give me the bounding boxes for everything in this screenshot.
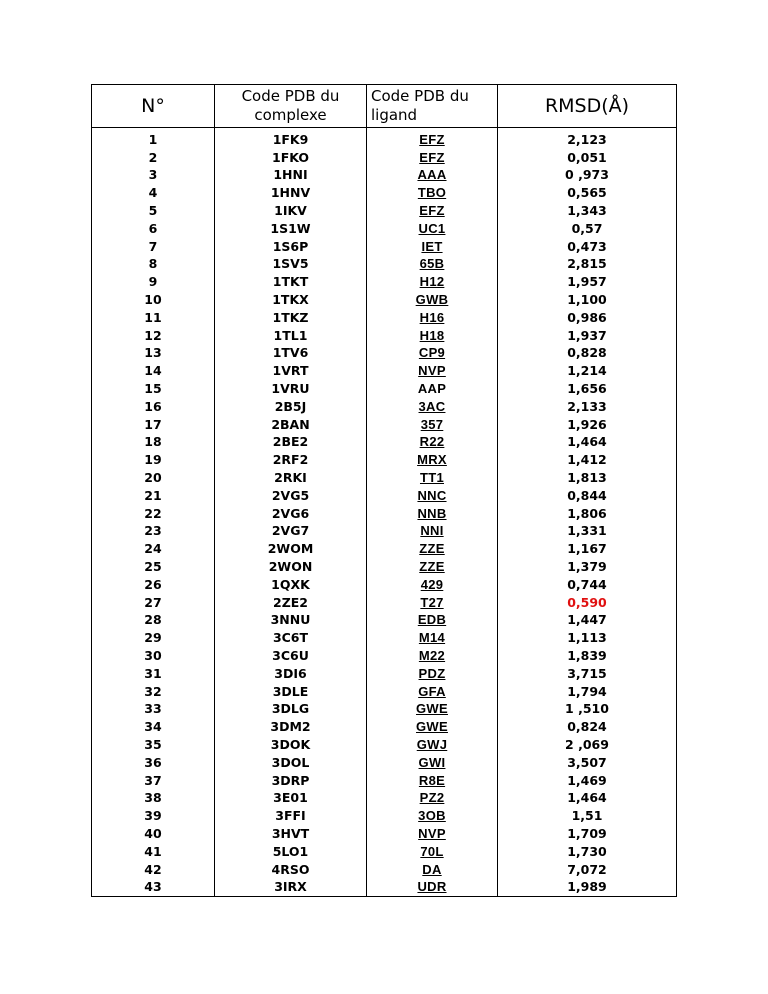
table-row <box>92 772 677 790</box>
rmsd-value-cell: 2,815 <box>498 256 677 274</box>
ligand-code-cell: NNC <box>367 487 498 505</box>
rmsd-table <box>91 84 677 897</box>
rmsd-value-cell: 0,844 <box>498 487 677 505</box>
row-number-cell: 16 <box>92 398 215 416</box>
complex-code-cell: 1SV5 <box>215 256 367 274</box>
row-number-cell: 3 <box>92 167 215 185</box>
complex-code-cell: 1TKT <box>215 273 367 291</box>
row-number-cell: 33 <box>92 701 215 719</box>
ligand-code-cell: R8E <box>367 772 498 790</box>
rmsd-value-cell: 0,828 <box>498 345 677 363</box>
row-number-cell: 6 <box>92 220 215 238</box>
ligand-code-cell: GFA <box>367 683 498 701</box>
complex-code-cell: 1FKO <box>215 149 367 167</box>
table-row <box>92 273 677 291</box>
rmsd-value-cell: 1,100 <box>498 291 677 309</box>
ligand-code-cell: IET <box>367 238 498 256</box>
table-row <box>92 754 677 772</box>
row-number-cell: 22 <box>92 505 215 523</box>
table-row <box>92 434 677 452</box>
rmsd-value-cell: 1,469 <box>498 772 677 790</box>
complex-code-cell: 3DLG <box>215 701 367 719</box>
table-row <box>92 861 677 879</box>
row-number-cell: 25 <box>92 558 215 576</box>
row-number-cell: 17 <box>92 416 215 434</box>
row-number-cell: 38 <box>92 789 215 807</box>
rmsd-value-cell: 0,590 <box>498 594 677 612</box>
ligand-code-cell: M14 <box>367 629 498 647</box>
table-row <box>92 380 677 398</box>
row-number-cell: 15 <box>92 380 215 398</box>
complex-code-cell: 2VG6 <box>215 505 367 523</box>
complex-code-cell: 1S6P <box>215 238 367 256</box>
header-ligand-code: Code PDB du ligand <box>367 85 498 128</box>
table-row <box>92 184 677 202</box>
ligand-code-cell: NVP <box>367 825 498 843</box>
complex-code-cell: 3E01 <box>215 789 367 807</box>
ligand-code-cell: ZZE <box>367 558 498 576</box>
table-row <box>92 576 677 594</box>
rmsd-value-cell: 2 ,069 <box>498 736 677 754</box>
rmsd-value-cell: 1,926 <box>498 416 677 434</box>
row-number-cell: 11 <box>92 309 215 327</box>
ligand-code-cell: UC1 <box>367 220 498 238</box>
rmsd-value-cell: 1,794 <box>498 683 677 701</box>
complex-code-cell: 2BAN <box>215 416 367 434</box>
rmsd-value-cell: 0,051 <box>498 149 677 167</box>
row-number-cell: 43 <box>92 878 215 896</box>
complex-code-cell: 3DOL <box>215 754 367 772</box>
rmsd-value-cell: 2,123 <box>498 128 677 149</box>
table-row <box>92 807 677 825</box>
ligand-code-cell: 3OB <box>367 807 498 825</box>
ligand-code-cell: 70L <box>367 843 498 861</box>
row-number-cell: 10 <box>92 291 215 309</box>
table-row <box>92 398 677 416</box>
table-row <box>92 149 677 167</box>
table-row <box>92 701 677 719</box>
ligand-code-cell: AAA <box>367 167 498 185</box>
complex-code-cell: 3FFI <box>215 807 367 825</box>
rmsd-value-cell: 1,989 <box>498 878 677 896</box>
complex-code-cell: 2RF2 <box>215 451 367 469</box>
complex-code-cell: 3DOK <box>215 736 367 754</box>
ligand-code-cell: 3AC <box>367 398 498 416</box>
ligand-code-cell: EFZ <box>367 149 498 167</box>
table-row <box>92 540 677 558</box>
ligand-code-cell: H12 <box>367 273 498 291</box>
table-row <box>92 647 677 665</box>
ligand-code-cell: AAP <box>367 380 498 398</box>
row-number-cell: 30 <box>92 647 215 665</box>
complex-code-cell: 1TKX <box>215 291 367 309</box>
table-row <box>92 202 677 220</box>
rmsd-value-cell: 1,113 <box>498 629 677 647</box>
row-number-cell: 18 <box>92 434 215 452</box>
ligand-code-cell: TT1 <box>367 469 498 487</box>
complex-code-cell: 2VG7 <box>215 523 367 541</box>
ligand-code-cell: PZ2 <box>367 789 498 807</box>
rmsd-value-cell: 1,343 <box>498 202 677 220</box>
table-row <box>92 594 677 612</box>
row-number-cell: 14 <box>92 362 215 380</box>
rmsd-value-cell: 3,715 <box>498 665 677 683</box>
rmsd-value-cell: 1,214 <box>498 362 677 380</box>
rmsd-value-cell: 1 ,510 <box>498 701 677 719</box>
row-number-cell: 29 <box>92 629 215 647</box>
rmsd-value-cell: 1,379 <box>498 558 677 576</box>
rmsd-value-cell: 1,937 <box>498 327 677 345</box>
rmsd-value-cell: 1,464 <box>498 434 677 452</box>
complex-code-cell: 1IKV <box>215 202 367 220</box>
rmsd-value-cell: 7,072 <box>498 861 677 879</box>
ligand-code-cell: 65B <box>367 256 498 274</box>
rmsd-value-cell: 0,57 <box>498 220 677 238</box>
row-number-cell: 13 <box>92 345 215 363</box>
complex-code-cell: 3DI6 <box>215 665 367 683</box>
complex-code-cell: 2VG5 <box>215 487 367 505</box>
complex-code-cell: 3DM2 <box>215 718 367 736</box>
rmsd-value-cell: 1,51 <box>498 807 677 825</box>
complex-code-cell: 1VRU <box>215 380 367 398</box>
row-number-cell: 27 <box>92 594 215 612</box>
table-row <box>92 362 677 380</box>
ligand-code-cell: 357 <box>367 416 498 434</box>
rmsd-value-cell: 1,412 <box>498 451 677 469</box>
row-number-cell: 8 <box>92 256 215 274</box>
rmsd-value-cell: 1,709 <box>498 825 677 843</box>
row-number-cell: 31 <box>92 665 215 683</box>
rmsd-value-cell: 2,133 <box>498 398 677 416</box>
complex-code-cell: 3DRP <box>215 772 367 790</box>
rmsd-value-cell: 1,447 <box>498 612 677 630</box>
table-row <box>92 128 677 149</box>
row-number-cell: 34 <box>92 718 215 736</box>
table-row <box>92 558 677 576</box>
table-row <box>92 523 677 541</box>
complex-code-cell: 1TL1 <box>215 327 367 345</box>
complex-code-cell: 1VRT <box>215 362 367 380</box>
row-number-cell: 39 <box>92 807 215 825</box>
ligand-code-cell: PDZ <box>367 665 498 683</box>
table-row <box>92 736 677 754</box>
table-row <box>92 238 677 256</box>
ligand-code-cell: 429 <box>367 576 498 594</box>
complex-code-cell: 1TV6 <box>215 345 367 363</box>
complex-code-cell: 2BE2 <box>215 434 367 452</box>
row-number-cell: 41 <box>92 843 215 861</box>
table-row <box>92 469 677 487</box>
row-number-cell: 26 <box>92 576 215 594</box>
complex-code-cell: 2RKI <box>215 469 367 487</box>
complex-code-cell: 1TKZ <box>215 309 367 327</box>
ligand-code-cell: NNI <box>367 523 498 541</box>
complex-code-cell: 1HNV <box>215 184 367 202</box>
rmsd-value-cell: 1,656 <box>498 380 677 398</box>
rmsd-value-cell: 1,839 <box>498 647 677 665</box>
row-number-cell: 28 <box>92 612 215 630</box>
table-row <box>92 487 677 505</box>
row-number-cell: 42 <box>92 861 215 879</box>
ligand-code-cell: NNB <box>367 505 498 523</box>
row-number-cell: 35 <box>92 736 215 754</box>
row-number-cell: 21 <box>92 487 215 505</box>
complex-code-cell: 1QXK <box>215 576 367 594</box>
table-row <box>92 256 677 274</box>
complex-code-cell: 5LO1 <box>215 843 367 861</box>
table-row <box>92 327 677 345</box>
table-row <box>92 612 677 630</box>
rmsd-value-cell: 1,331 <box>498 523 677 541</box>
row-number-cell: 19 <box>92 451 215 469</box>
row-number-cell: 7 <box>92 238 215 256</box>
table-row <box>92 825 677 843</box>
rmsd-value-cell: 1,167 <box>498 540 677 558</box>
table-row <box>92 416 677 434</box>
complex-code-cell: 3C6U <box>215 647 367 665</box>
table-row <box>92 843 677 861</box>
ligand-code-cell: H18 <box>367 327 498 345</box>
row-number-cell: 5 <box>92 202 215 220</box>
row-number-cell: 4 <box>92 184 215 202</box>
row-number-cell: 1 <box>92 128 215 149</box>
complex-code-cell: 2WON <box>215 558 367 576</box>
table-row <box>92 451 677 469</box>
table-body <box>92 128 677 897</box>
ligand-code-cell: NVP <box>367 362 498 380</box>
table-row <box>92 291 677 309</box>
rmsd-value-cell: 0,986 <box>498 309 677 327</box>
ligand-code-cell: CP9 <box>367 345 498 363</box>
ligand-code-cell: MRX <box>367 451 498 469</box>
ligand-code-cell: EFZ <box>367 128 498 149</box>
row-number-cell: 9 <box>92 273 215 291</box>
complex-code-cell: 1FK9 <box>215 128 367 149</box>
row-number-cell: 24 <box>92 540 215 558</box>
table-row <box>92 683 677 701</box>
complex-code-cell: 3C6T <box>215 629 367 647</box>
table-row <box>92 167 677 185</box>
table-row <box>92 220 677 238</box>
complex-code-cell: 2ZE2 <box>215 594 367 612</box>
table-row <box>92 665 677 683</box>
table-row <box>92 505 677 523</box>
table-row <box>92 789 677 807</box>
table-row <box>92 718 677 736</box>
ligand-code-cell: T27 <box>367 594 498 612</box>
ligand-code-cell: H16 <box>367 309 498 327</box>
ligand-code-cell: GWE <box>367 718 498 736</box>
complex-code-cell: 3DLE <box>215 683 367 701</box>
row-number-cell: 20 <box>92 469 215 487</box>
ligand-code-cell: GWI <box>367 754 498 772</box>
complex-code-cell: 3HVT <box>215 825 367 843</box>
row-number-cell: 40 <box>92 825 215 843</box>
complex-code-cell: 1S1W <box>215 220 367 238</box>
ligand-code-cell: UDR <box>367 878 498 896</box>
rmsd-value-cell: 1,806 <box>498 505 677 523</box>
complex-code-cell: 1HNI <box>215 167 367 185</box>
ligand-code-cell: TBO <box>367 184 498 202</box>
table-row <box>92 345 677 363</box>
row-number-cell: 12 <box>92 327 215 345</box>
table-header-row <box>92 85 677 128</box>
rmsd-value-cell: 0 ,973 <box>498 167 677 185</box>
rmsd-value-cell: 1,730 <box>498 843 677 861</box>
complex-code-cell: 2B5J <box>215 398 367 416</box>
rmsd-value-cell: 0,473 <box>498 238 677 256</box>
header-number: N° <box>92 85 215 128</box>
complex-code-cell: 2WOM <box>215 540 367 558</box>
ligand-code-cell: ZZE <box>367 540 498 558</box>
rmsd-value-cell: 1,957 <box>498 273 677 291</box>
ligand-code-cell: GWE <box>367 701 498 719</box>
ligand-code-cell: M22 <box>367 647 498 665</box>
ligand-code-cell: EDB <box>367 612 498 630</box>
complex-code-cell: 3NNU <box>215 612 367 630</box>
row-number-cell: 36 <box>92 754 215 772</box>
row-number-cell: 32 <box>92 683 215 701</box>
row-number-cell: 23 <box>92 523 215 541</box>
ligand-code-cell: GWJ <box>367 736 498 754</box>
rmsd-value-cell: 0,565 <box>498 184 677 202</box>
ligand-code-cell: DA <box>367 861 498 879</box>
rmsd-value-cell: 3,507 <box>498 754 677 772</box>
rmsd-value-cell: 0,744 <box>498 576 677 594</box>
rmsd-value-cell: 1,464 <box>498 789 677 807</box>
complex-code-cell: 3IRX <box>215 878 367 896</box>
ligand-code-cell: GWB <box>367 291 498 309</box>
header-complex-code: Code PDB du complexe <box>215 85 367 128</box>
table-row <box>92 309 677 327</box>
table-row <box>92 878 677 896</box>
row-number-cell: 37 <box>92 772 215 790</box>
complex-code-cell: 4RSO <box>215 861 367 879</box>
header-rmsd: RMSD(Å) <box>498 85 677 128</box>
table-row <box>92 629 677 647</box>
row-number-cell: 2 <box>92 149 215 167</box>
rmsd-value-cell: 1,813 <box>498 469 677 487</box>
rmsd-value-cell: 0,824 <box>498 718 677 736</box>
ligand-code-cell: EFZ <box>367 202 498 220</box>
ligand-code-cell: R22 <box>367 434 498 452</box>
